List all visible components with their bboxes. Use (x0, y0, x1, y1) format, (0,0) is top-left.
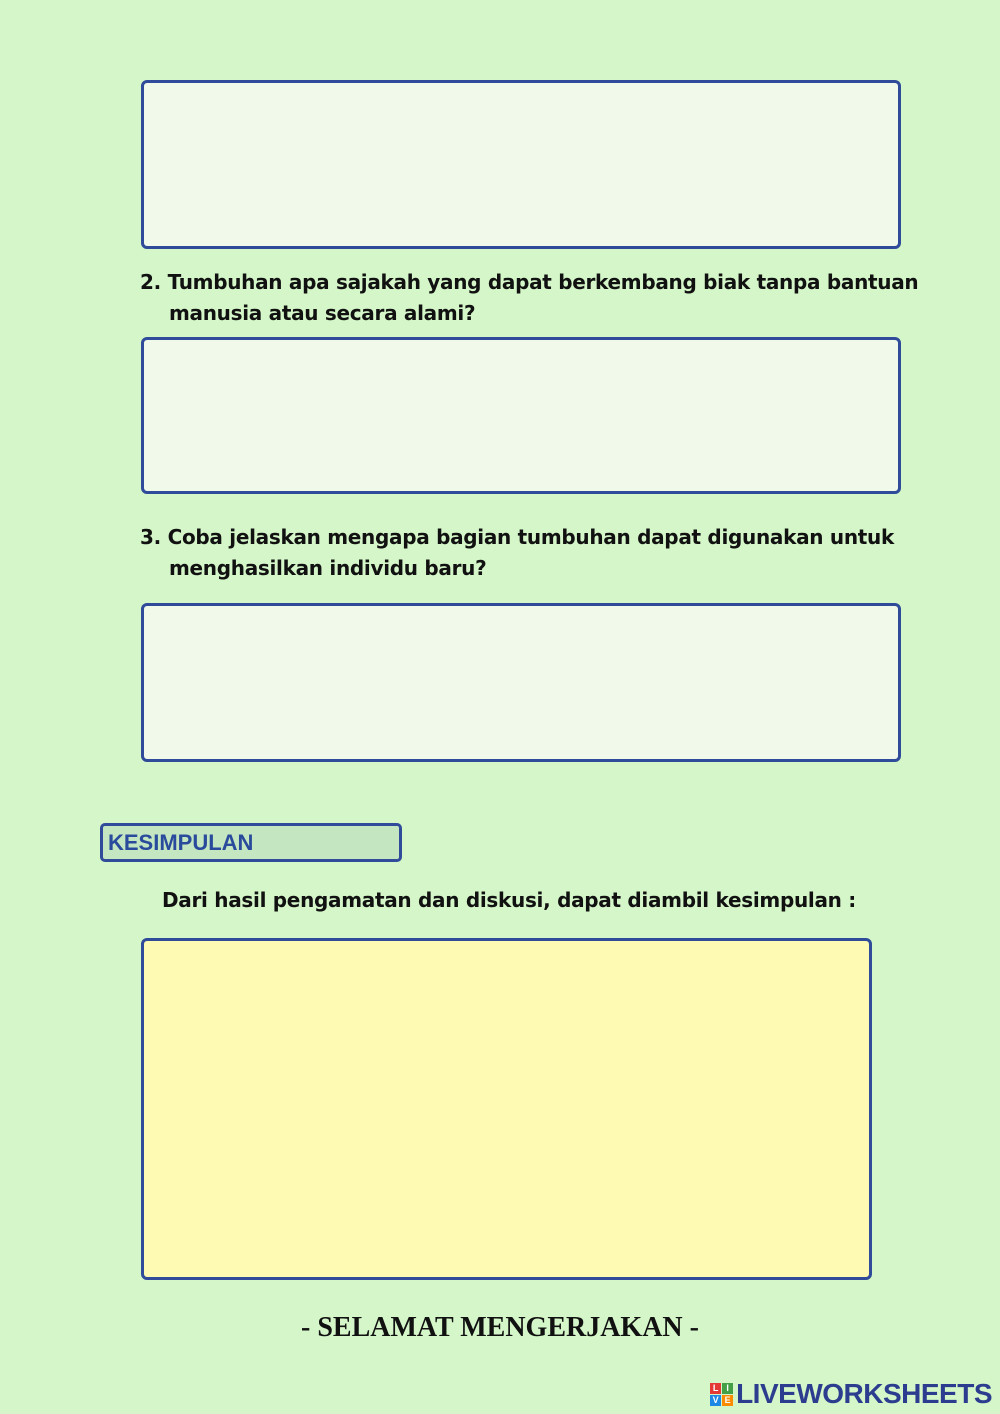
question-2 (140, 267, 960, 329)
conclusion-badge: KESIMPULAN (100, 823, 402, 862)
answer-box-question-3[interactable] (141, 603, 901, 762)
answer-box-question-2[interactable] (141, 337, 901, 494)
liveworksheets-logo-text: LIVEWORKSHEETS (736, 1378, 992, 1409)
liveworksheets-logo-icon (710, 1383, 733, 1406)
logo-letter-l: L (710, 1383, 721, 1394)
question-2-line-1: 2. Tumbuhan apa sajakah yang dapat berkembang biak tanpa bantuan (140, 270, 919, 294)
liveworksheets-logo (710, 1378, 992, 1410)
conclusion-instruction: Dari hasil pengamatan dan diskusi, dapat diambil kesimpulan : (162, 888, 856, 912)
answer-box-question-1[interactable] (141, 80, 901, 249)
question-2-line-2: manusia atau secara alami? (169, 301, 476, 325)
conclusion-answer-box[interactable] (141, 938, 872, 1280)
question-3-line-1: 3. Coba jelaskan mengapa bagian tumbuhan dapat digunakan untuk (140, 525, 894, 549)
closing-message: - SELAMAT MENGERJAKAN - (301, 1312, 699, 1343)
logo-letter-v: V (710, 1395, 721, 1406)
logo-letter-i: I (722, 1383, 733, 1394)
logo-letter-e: E (722, 1395, 733, 1406)
question-3 (140, 522, 960, 584)
question-3-line-2: menghasilkan individu baru? (169, 556, 487, 580)
